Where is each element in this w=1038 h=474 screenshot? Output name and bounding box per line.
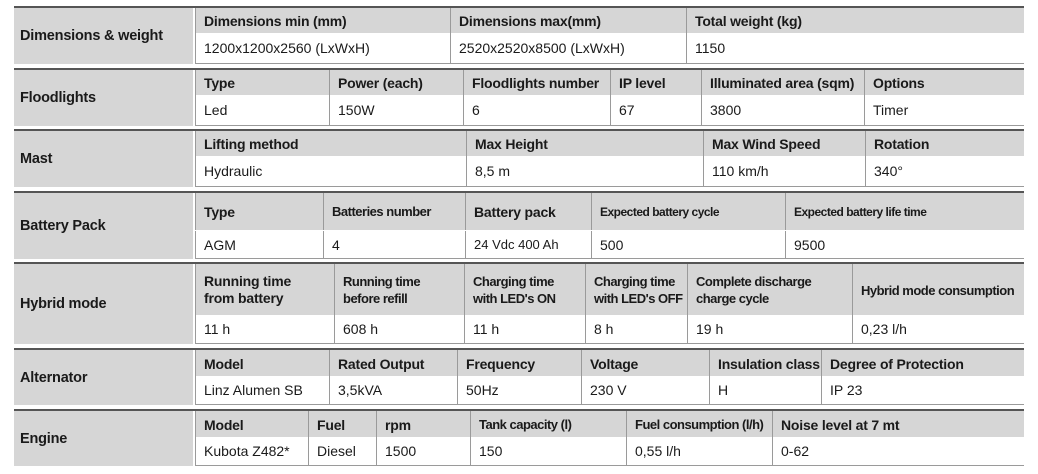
value-expected-battery-cycle: 500	[591, 231, 785, 258]
header-tank-capacity: Tank capacity (l)	[470, 411, 626, 438]
value-row	[195, 156, 1024, 187]
header-power: Power (each)	[329, 70, 463, 96]
value-voltage: 230 V	[581, 376, 709, 404]
spec-table	[195, 411, 1024, 466]
header-row	[195, 70, 1024, 96]
header-max-wind-speed: Max Wind Speed	[703, 131, 865, 157]
section-title: Alternator	[14, 350, 193, 405]
value-dimensions-min: 1200x1200x2560 (LxWxH)	[195, 33, 450, 63]
header-total-weight: Total weight (kg)	[686, 8, 1024, 34]
section-hybrid-mode	[14, 262, 1024, 344]
header-lifting-method: Lifting method	[195, 131, 466, 157]
header-row	[195, 193, 1024, 230]
value-row	[195, 376, 1024, 405]
value-rotation: 340°	[865, 156, 1024, 186]
spec-table	[195, 264, 1024, 344]
value-total-weight: 1150	[686, 33, 1024, 63]
section-mast	[14, 129, 1024, 187]
value-running-time-battery: 11 h	[195, 315, 334, 343]
header-rotation: Rotation	[865, 131, 1024, 157]
value-hybrid-consumption: 0,23 l/h	[852, 315, 1024, 343]
header-dimensions-min: Dimensions min (mm)	[195, 8, 450, 34]
header-running-time-battery: Running time from battery	[195, 264, 334, 316]
value-battery-pack: 24 Vdc 400 Ah	[465, 231, 591, 258]
value-insulation-class: H	[709, 376, 821, 404]
header-noise-level: Noise level at 7 mt	[772, 411, 1024, 438]
header-expected-battery-life: Expected battery life time	[785, 193, 1024, 230]
header-type: Type	[195, 193, 323, 230]
header-options: Options	[864, 70, 1024, 96]
value-running-time-refill: 608 h	[334, 315, 464, 343]
spec-table	[195, 193, 1024, 259]
header-row	[195, 264, 1024, 316]
value-model: Linz Alumen SB	[195, 376, 329, 404]
header-row	[195, 411, 1024, 438]
section-title: Engine	[14, 411, 193, 466]
header-row	[195, 131, 1024, 157]
value-fuel: Diesel	[308, 437, 376, 465]
value-tank-capacity: 150	[470, 437, 626, 465]
value-lifting-method: Hydraulic	[195, 156, 466, 186]
header-battery-pack: Battery pack	[465, 193, 591, 230]
section-alternator	[14, 348, 1024, 405]
value-charging-leds-off: 8 h	[585, 315, 687, 343]
value-illuminated-area: 3800	[701, 95, 864, 125]
header-running-time-refill: Running time before refill	[334, 264, 464, 316]
header-ip-level: IP level	[610, 70, 701, 96]
spec-table	[195, 350, 1024, 405]
section-floodlights	[14, 68, 1024, 126]
header-hybrid-consumption: Hybrid mode consumption	[852, 264, 1024, 316]
section-battery-pack	[14, 191, 1024, 259]
spec-table	[195, 131, 1024, 187]
header-rpm: rpm	[376, 411, 470, 438]
value-fuel-consumption: 0,55 l/h	[626, 437, 772, 465]
header-max-height: Max Height	[466, 131, 703, 157]
value-dimensions-max: 2520x2520x8500 (LxWxH)	[450, 33, 686, 63]
value-row	[195, 231, 1024, 259]
value-max-wind-speed: 110 km/h	[703, 156, 865, 186]
value-complete-discharge: 19 h	[687, 315, 852, 343]
header-rated-output: Rated Output	[329, 350, 457, 377]
header-complete-discharge: Complete discharge charge cycle	[687, 264, 852, 316]
value-rated-output: 3,5kVA	[329, 376, 457, 404]
header-row	[195, 350, 1024, 377]
value-charging-leds-on: 11 h	[464, 315, 585, 343]
header-frequency: Frequency	[457, 350, 581, 377]
header-floodlights-number: Floodlights number	[463, 70, 610, 96]
header-fuel-consumption: Fuel consumption (l/h)	[626, 411, 772, 438]
value-expected-battery-life: 9500	[785, 231, 1024, 258]
value-row	[195, 437, 1024, 466]
section-engine	[14, 409, 1024, 466]
header-expected-battery-cycle: Expected battery cycle	[591, 193, 785, 230]
header-row	[195, 8, 1024, 34]
value-degree-protection: IP 23	[821, 376, 1024, 404]
header-charging-leds-off: Charging time with LED's OFF	[585, 264, 687, 316]
section-title: Mast	[14, 131, 193, 187]
value-power: 150W	[329, 95, 463, 125]
header-type: Type	[195, 70, 329, 96]
value-row	[195, 315, 1024, 344]
header-dimensions-max: Dimensions max(mm)	[450, 8, 686, 34]
value-model: Kubota Z482*	[195, 437, 308, 465]
header-degree-protection: Degree of Protection	[821, 350, 1024, 377]
value-floodlights-number: 6	[463, 95, 610, 125]
value-ip-level: 67	[610, 95, 701, 125]
value-batteries-number: 4	[323, 231, 465, 258]
value-noise-level: 0-62	[772, 437, 1024, 465]
header-fuel: Fuel	[308, 411, 376, 438]
value-rpm: 1500	[376, 437, 470, 465]
section-title: Battery Pack	[14, 193, 193, 259]
header-illuminated-area: Illuminated area (sqm)	[701, 70, 864, 96]
value-type: AGM	[195, 231, 323, 258]
header-model: Model	[195, 411, 308, 438]
section-title: Floodlights	[14, 70, 193, 126]
value-frequency: 50Hz	[457, 376, 581, 404]
header-batteries-number: Batteries number	[323, 193, 465, 230]
value-options: Timer	[864, 95, 1024, 125]
value-row	[195, 95, 1024, 126]
value-row	[195, 33, 1024, 64]
spec-table	[195, 70, 1024, 126]
header-model: Model	[195, 350, 329, 377]
header-charging-leds-on: Charging time with LED's ON	[464, 264, 585, 316]
value-max-height: 8,5 m	[466, 156, 703, 186]
header-insulation-class: Insulation class	[709, 350, 821, 377]
value-type: Led	[195, 95, 329, 125]
section-title: Dimensions & weight	[14, 8, 193, 64]
header-voltage: Voltage	[581, 350, 709, 377]
section-title: Hybrid mode	[14, 264, 193, 344]
spec-table	[195, 8, 1024, 64]
section-dimensions-weight	[14, 6, 1024, 64]
